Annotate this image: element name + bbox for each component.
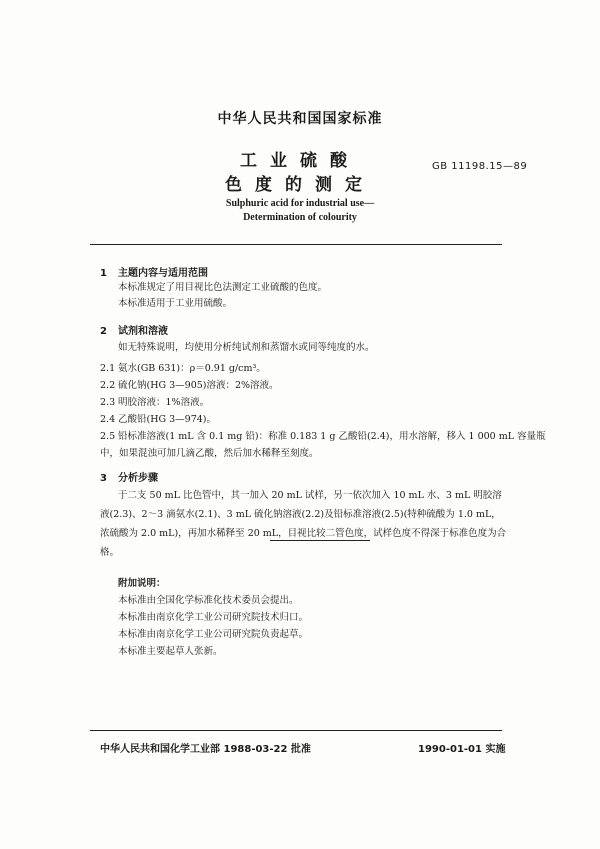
title-en-line1: Sulphuric acid for industrial use—: [225, 198, 375, 209]
note-line: 本标准由南京化学工业公司研究院负责起草。: [118, 629, 309, 640]
item-text: 铅标准溶液(1 mL 含 0.1 mg 铅)：称准 0.183 1 g 乙酸铅(2.4)，用水溶解，移入 1 000 mL 容量瓶: [118, 431, 546, 442]
list-item: [100, 394, 209, 408]
list-item-continuation: 中，如果混浊可加几滴乙酸，然后加水稀释至刻度。: [100, 448, 319, 459]
section-title: 试剂和溶液: [118, 326, 168, 337]
section-heading: [100, 322, 168, 337]
paragraph: 本标准适用于工业用硫酸。: [118, 298, 233, 309]
standard-header: 中华人民共和国国家标准: [217, 111, 383, 127]
item-number: 2.3: [100, 397, 116, 408]
title-cn-line1: 工业硫酸: [240, 151, 360, 171]
effective-date: 1990-01-01 实施: [418, 744, 506, 755]
footer-divider: [90, 730, 502, 731]
standard-code: GB 11198.15—89: [432, 161, 528, 172]
item-text: 明胶溶液：1%溶液。: [118, 397, 210, 408]
section-heading: [100, 264, 208, 279]
list-item: [100, 360, 266, 374]
section-divider: [270, 540, 370, 541]
list-item: [100, 428, 546, 442]
note-line: 本标准由全国化学标准化技术委员会提出。: [118, 595, 299, 606]
section-title: 分析步骤: [118, 473, 158, 484]
paragraph: 于二支 50 mL 比色管中，其一加入 20 mL 试样，另一依次加入 10 mL 水、3 mL 明胶溶液(2.3)、2～3 滴氨水(2.1)、3 mL 硫化钠溶液(2.2)及铅标准溶液(2.5)(特种硫酸为 1.0 mL，浓硫酸为 2.0 mL)，再加水稀释至 20 mL，目视比较二管色度，试样色度不得深于标准色度为合格。: [100, 490, 507, 558]
paragraph: 本标准规定了用目视比色法测定工业硫酸的色度。: [118, 282, 328, 293]
note-line: 本标准由南京化学工业公司研究院技术归口。: [118, 612, 309, 623]
item-number: 2.1: [100, 363, 116, 374]
approval-date: 中华人民共和国化学工业部 1988-03-22 批准: [100, 744, 311, 755]
item-number: 2.4: [100, 414, 116, 425]
item-text: 氨水(GB 631)：ρ＝0.91 g/cm³。: [118, 363, 266, 374]
notes-title: 附加说明：: [118, 578, 166, 589]
section-title: 主题内容与适用范围: [118, 268, 208, 279]
top-divider: [90, 244, 502, 245]
section-number: 2: [100, 326, 107, 337]
item-text: 硫化钠(HG 3—905)溶液：2%溶液。: [118, 380, 279, 391]
item-text: 乙酸铅(HG 3—974)。: [118, 414, 216, 425]
paragraph: 如无特殊说明，均使用分析纯试剂和蒸馏水或同等纯度的水。: [118, 342, 375, 353]
section-heading: [100, 469, 158, 484]
section-number: 3: [100, 473, 107, 484]
note-line: 本标准主要起草人张新。: [118, 646, 223, 657]
section-number: 1: [100, 268, 107, 279]
list-item: [100, 411, 216, 425]
item-number: 2.5: [100, 431, 116, 442]
list-item: [100, 377, 279, 391]
title-cn-line2: 色度的测定: [225, 175, 375, 195]
title-en-line2: Determination of colourity: [243, 212, 357, 223]
item-number: 2.2: [100, 380, 116, 391]
